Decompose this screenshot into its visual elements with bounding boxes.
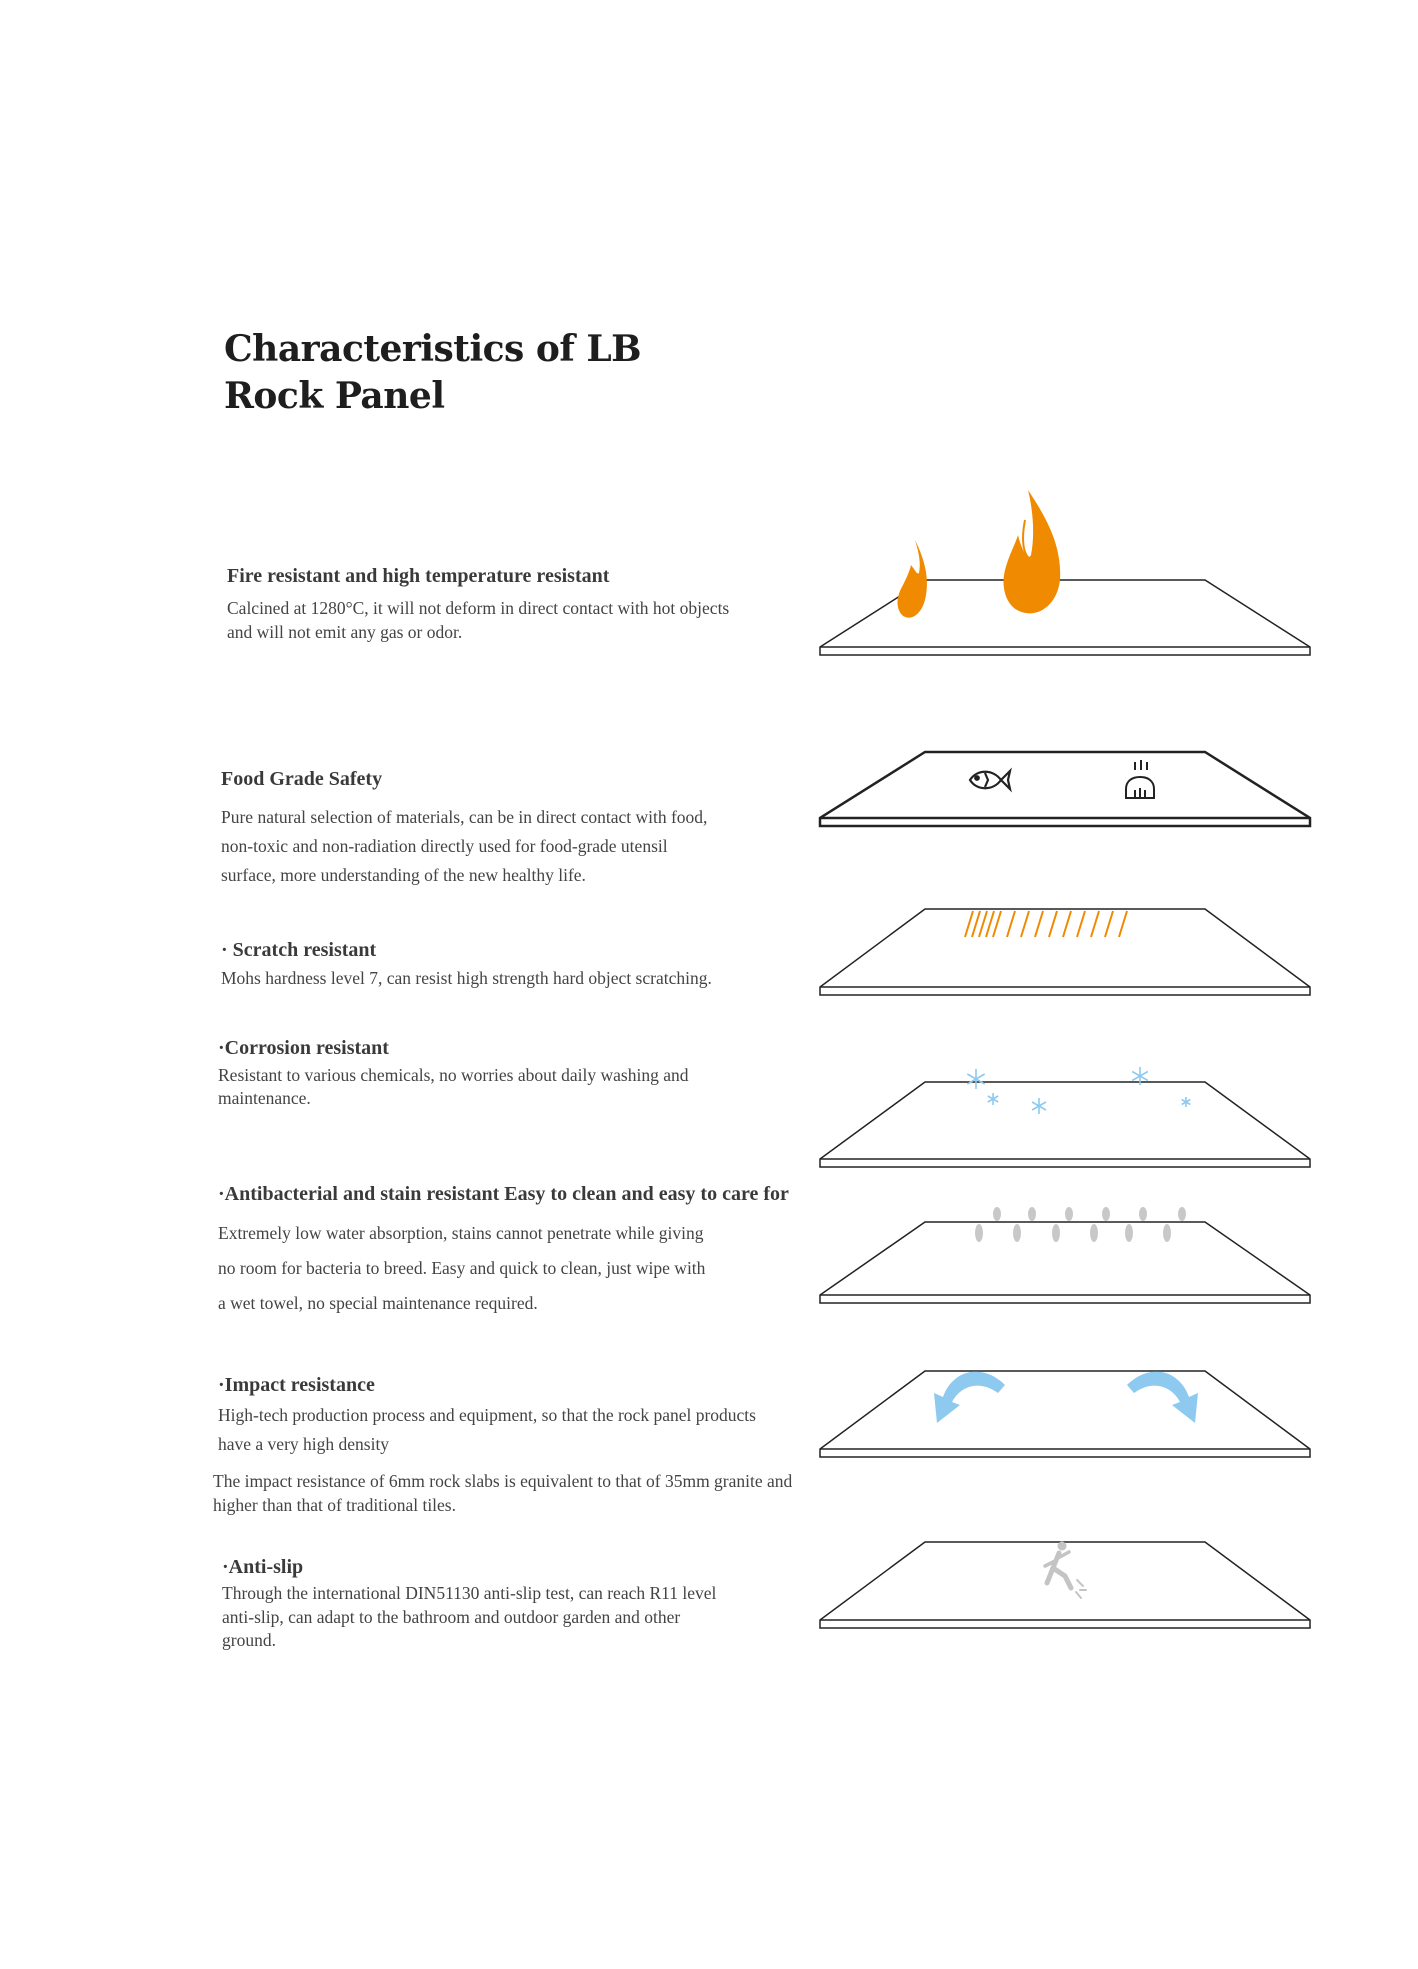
description-line: no room for bacteria to breed. Easy and quick to clean, just wipe with <box>218 1258 706 1278</box>
description-line: anti-slip, can adapt to the bathroom and outdoor garden and other <box>222 1606 681 1627</box>
feature-scratch-resistant <box>221 939 712 990</box>
feature-description <box>218 1216 789 1321</box>
description-line: Pure natural selection of materials, can be in direct contact with food, <box>221 807 708 827</box>
panel-fire <box>815 485 1315 675</box>
panel-antibacterial <box>815 1198 1315 1308</box>
water-drop <box>1052 1224 1060 1242</box>
slab-illustration <box>815 742 1315 842</box>
water-drop <box>1028 1207 1036 1221</box>
feature-food-grade-safety <box>221 768 707 890</box>
slab-illustration <box>815 1355 1315 1475</box>
feature-fire-resistant <box>227 565 729 644</box>
description-line: High-tech production process and equipment, so that the rock panel products <box>218 1405 756 1425</box>
panel-anti-slip <box>815 1528 1315 1638</box>
slab-illustration <box>815 485 1315 675</box>
feature-description <box>218 1064 688 1110</box>
feature-impact-note <box>213 1469 792 1517</box>
feature-title: ·Corrosion resistant <box>218 1037 389 1059</box>
page-title <box>224 326 641 420</box>
description-line: ground. <box>222 1630 276 1650</box>
slab-illustration <box>815 897 1315 1007</box>
feature-title: ·Impact resistance <box>218 1374 375 1396</box>
description-line: surface, more understanding of the new healthy life. <box>221 865 586 885</box>
feature-title: ·Antibacterial and stain resistant Easy to clean and easy to care for <box>218 1183 789 1205</box>
description-line: and will not emit any gas or odor. <box>227 622 463 642</box>
description-line: Mohs hardness level 7, can resist high strength hard object scratching. <box>221 968 712 988</box>
feature-title: ·Anti-slip <box>222 1556 304 1578</box>
water-drop <box>1065 1207 1073 1221</box>
panel-impact <box>815 1355 1315 1475</box>
description-line: non-toxic and non-radiation directly used for food-grade utensil <box>221 836 668 856</box>
description-line: maintenance. <box>218 1088 311 1108</box>
page-title-line-2: Rock Panel <box>224 375 445 417</box>
slab-illustration <box>815 1057 1315 1177</box>
panel-food-grade <box>815 742 1315 842</box>
feature-antibacterial <box>218 1183 789 1321</box>
slab-illustration <box>815 1528 1315 1638</box>
water-drop <box>1125 1224 1133 1242</box>
feature-impact-resistance <box>218 1374 756 1459</box>
water-drop <box>1013 1224 1021 1242</box>
water-drop <box>1163 1224 1171 1242</box>
feature-description <box>221 966 712 990</box>
panel-scratch <box>815 897 1315 1007</box>
feature-title: Food Grade Safety <box>221 768 383 790</box>
description-line: Calcined at 1280°C, it will not deform in direct contact with hot objects <box>227 598 730 618</box>
slab-illustration <box>815 1198 1315 1308</box>
water-drop <box>1178 1207 1186 1221</box>
description-line: have a very high density <box>218 1434 390 1454</box>
feature-description-extra <box>213 1469 792 1517</box>
description-line: The impact resistance of 6mm rock slabs is equivalent to that of 35mm granite and <box>213 1471 793 1491</box>
feature-title: · Scratch resistant <box>221 939 377 961</box>
water-drop <box>1139 1207 1147 1221</box>
feature-description <box>221 803 707 890</box>
feature-description <box>227 596 729 644</box>
feature-corrosion-resistant <box>218 1037 688 1110</box>
feature-description <box>222 1582 716 1653</box>
panel-corrosion <box>815 1057 1315 1177</box>
water-drop <box>993 1207 1001 1221</box>
description-line: higher than that of traditional tiles. <box>213 1495 456 1515</box>
feature-description <box>218 1401 756 1459</box>
description-line: a wet towel, no special maintenance required. <box>218 1293 538 1313</box>
description-line: Resistant to various chemicals, no worries about daily washing and <box>218 1065 689 1085</box>
water-drop <box>1090 1224 1098 1242</box>
feature-anti-slip <box>222 1556 716 1653</box>
feature-title: Fire resistant and high temperature resistant <box>227 565 610 587</box>
water-drop <box>1102 1207 1110 1221</box>
water-drop <box>975 1224 983 1242</box>
page-title-line-1: Characteristics of LB <box>224 328 642 370</box>
description-line: Extremely low water absorption, stains cannot penetrate while giving <box>218 1223 704 1243</box>
description-line: Through the international DIN51130 anti-slip test, can reach R11 level <box>222 1583 717 1603</box>
